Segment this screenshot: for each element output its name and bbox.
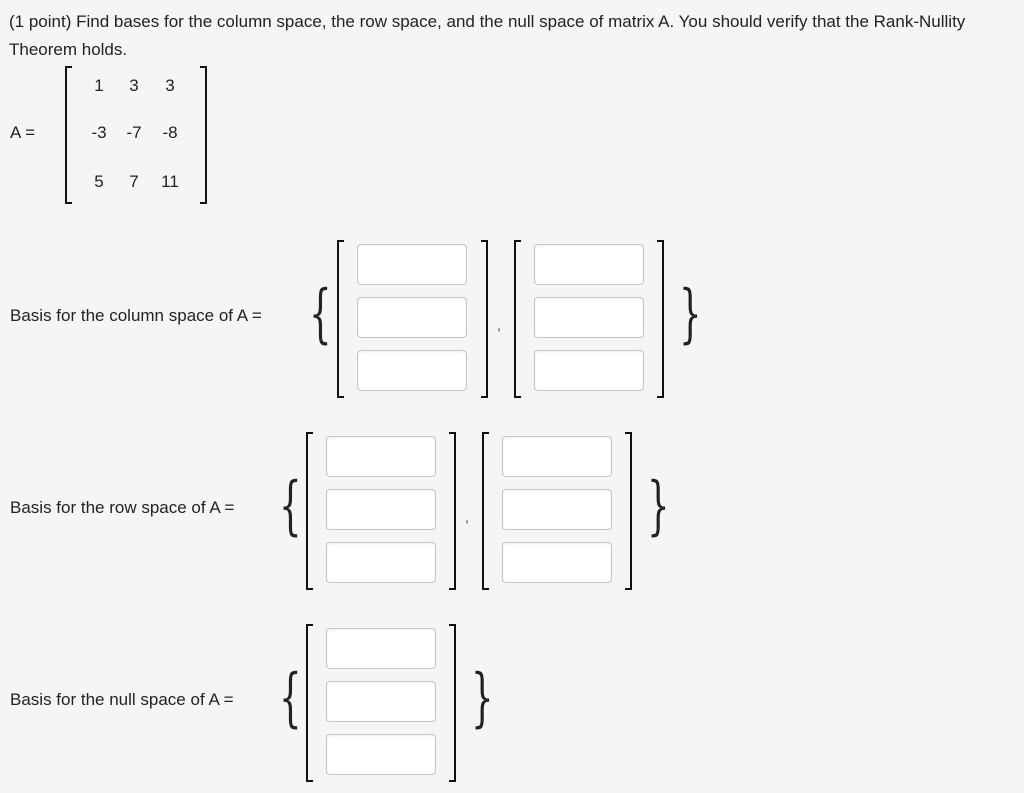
matrix-cell: 5	[94, 172, 104, 191]
matrix-cell: 3	[129, 76, 139, 95]
column-vector-1-left-bracket	[337, 240, 344, 398]
column-space-close-brace: }	[679, 277, 702, 351]
row-vector-1-entry-3[interactable]	[326, 542, 436, 583]
column-vector-1-entry-3[interactable]	[357, 350, 467, 391]
matrix-left-bracket	[65, 66, 72, 204]
matrix-cell: 11	[161, 172, 179, 191]
matrix-right-bracket	[200, 66, 207, 204]
row-space-close-brace: }	[647, 469, 670, 543]
column-space-separator: ,	[497, 317, 501, 333]
matrix-cell: -7	[126, 123, 142, 142]
column-space-label: Basis for the column space of A =	[10, 306, 262, 325]
row-vector-2-entry-3[interactable]	[502, 542, 612, 583]
null-vector-1-entry-1[interactable]	[326, 628, 436, 669]
row-vector-2-entry-2[interactable]	[502, 489, 612, 530]
null-space-open-brace: {	[279, 661, 302, 735]
null-vector-1-entry-3[interactable]	[326, 734, 436, 775]
column-space-open-brace: {	[309, 277, 332, 351]
row-vector-1-entry-1[interactable]	[326, 436, 436, 477]
matrix-cell: -8	[162, 123, 178, 142]
row-space-open-brace: {	[279, 469, 302, 543]
matrix-cell: -3	[91, 123, 107, 142]
row-vector-1-left-bracket	[306, 432, 313, 590]
column-vector-2-entry-2[interactable]	[534, 297, 644, 338]
row-vector-2-left-bracket	[482, 432, 489, 590]
matrix-label: A =	[10, 123, 36, 142]
row-vector-2-right-bracket	[625, 432, 632, 590]
row-vector-1-right-bracket	[449, 432, 456, 590]
problem-statement: (1 point) Find bases for the column space, the row space, and the null space of matrix A. You should verify that the Rank-Nullity Theorem holds.	[9, 12, 966, 59]
null-space-close-brace: }	[471, 661, 494, 735]
column-vector-2-entry-3[interactable]	[534, 350, 644, 391]
null-vector-1-entry-2[interactable]	[326, 681, 436, 722]
matrix-cell: 3	[165, 76, 175, 95]
null-space-label: Basis for the null space of A =	[10, 690, 234, 709]
column-vector-1-right-bracket	[481, 240, 488, 398]
null-vector-1-left-bracket	[306, 624, 313, 782]
column-vector-1-entry-1[interactable]	[357, 244, 467, 285]
matrix-cell: 1	[94, 76, 104, 95]
null-vector-1-right-bracket	[449, 624, 456, 782]
row-space-label: Basis for the row space of A =	[10, 498, 235, 517]
column-vector-2-entry-1[interactable]	[534, 244, 644, 285]
column-vector-2-right-bracket	[657, 240, 664, 398]
matrix-cell: 7	[129, 172, 139, 191]
row-space-separator: ,	[465, 509, 469, 525]
row-vector-2-entry-1[interactable]	[502, 436, 612, 477]
column-vector-2-left-bracket	[514, 240, 521, 398]
column-vector-1-entry-2[interactable]	[357, 297, 467, 338]
row-vector-1-entry-2[interactable]	[326, 489, 436, 530]
